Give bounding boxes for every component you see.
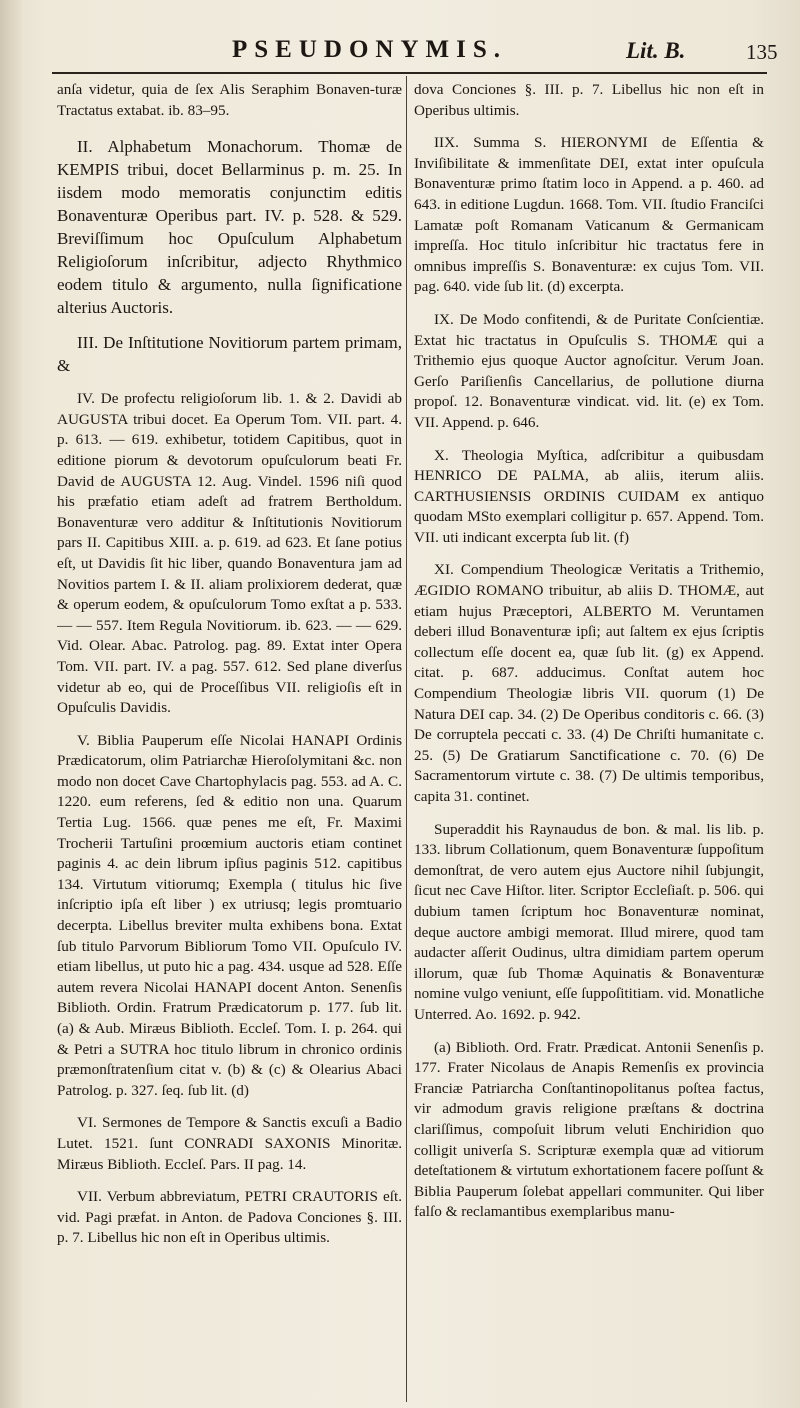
running-title: PSEUDONYMIS. (232, 36, 507, 63)
left-paragraph-3: III. De Inſtitutione Novitiorum partem primam, & (57, 333, 402, 376)
left-paragraph-7: VII. Verbum abbreviatum, PETRI CRAUTORIS eſt. vid. Pagi præfat. in Anton. de Padova Conciones §. III. p. 7. Libellus hic non eſt in Operibus ultimis. (57, 1188, 402, 1247)
left-paragraph-1: anſa videtur, quia de ſex Alis Seraphim Bonaven-turæ Tractatus extabat. ib. 83–95. (57, 81, 402, 119)
section-label: Lit. B. (626, 38, 686, 63)
binding-edge (0, 0, 22, 1408)
page-header (0, 36, 800, 76)
right-paragraph-7: (a) Biblioth. Ord. Fratr. Prædicat. Antonii Senenſis p. 177. Frater Nicolaus de Anapis Remenſis ex provincia Franciæ Patriarcha Conſtantinopolitanus poſtea factus, vir admodum gravis religione præſtans & doctrina clariſſimus, compoſuit librum veluti Enchiridion quo colligit univerſa S. Scripturæ exempla quæ ad vitiorum deteſtationem & virtutum exhortationem facere poſſunt & Biblia Pauperum ſolebat appellari communiter. Qui liber falſo & reclamantibus exemplaribus manu- (414, 1038, 764, 1221)
right-paragraph-4: X. Theologia Myſtica, adſcribitur a quibusdam HENRICO DE PALMA, ab aliis, iterum aliis. CARTHUSIENSIS ORDINIS CUIDAM ex antiquo quodam MSto exemplari colligitur p. 657. Append. Tom. VII. uti indicant excerpta ſub lit. (f) (414, 446, 764, 546)
left-column (57, 80, 402, 1400)
left-paragraph-4: IV. De profectu religioſorum lib. 1. & 2. Davidi ab AUGUSTA tribui docet. Ea Operum Tom. VII. part. 4. p. 613. — 619. exhibetur, totidem Capitibus, quot in editione piorum & devotorum opuſculorum beati Fr. David de AUGUSTA 12. Aug. Vindel. 1596 niſi quod his præfatio etiam adeſt ad fratrem Bertholdum. Bonaventuræ vero additur & Inſtitutionis Novitiorum pars II. Capitibus XIII. a. p. 619. ad 623. Et ſane potius eſt, ut Davidis ſit hic liber, quando Bonaventura jam ad Novitios partem I. & II. aliam prolixiorem dederat, quæ & operum eodem, & opuſculorum Tomo exſtat a p. 533. — — 557. Item Regula Novitiorum. ib. 623. — — 629. Vid. Olear. Abac. Patrolog. pag. 89. Extat inter Opera Tom. VII. part. IV. a pag. 557. 612. Sed plane diverſus videtur ab eo, qui de Proceſſibus VII. religioſis eſt in Opuſculis Davidis. (57, 390, 402, 717)
right-paragraph-1: dova Conciones §. III. p. 7. Libellus hic non eſt in Operibus ultimis. (414, 81, 764, 119)
header-rule (52, 72, 767, 74)
left-paragraph-2: II. Alphabetum Monachorum. Thomæ de KEMPIS tribui, docet Bellarminus p. m. 25. In iisdem modo memoratis conjunctim editis Bonaventuræ Operibus part. IV. p. 528. & 529. Breviſſimum hoc Opuſculum Alphabetum Religioſorum inſcribitur, adjecto Rhythmico eodem titulo & argumento, nulla ſignificatione alterius Auctoris. (57, 137, 402, 318)
right-paragraph-5: XI. Compendium Theologicæ Veritatis a Trithemio, ÆGIDIO ROMANO tribuitur, ab aliis D. THOMÆ, aut etiam hujus Præceptori, ALBERTO M. Veruntamen deberi illud Bonaventuræ ipſi; aut ſaltem ex ejus ſcriptis collectum eſſe docent ea, quæ ſub lit. (g) ex Append. citat. p. 687. adducimus. Conſtat autem hoc Compendium Theologiæ libris VII. quorum (1) De Natura DEI cap. 34. (2) De Operibus conditoris c. 66. (3) De corruptela peccati c. 33. (4) De Chriſti humanitate c. 25. (5) De Gratiarum Sanctificatione c. 70. (6) De Sacramentorum virtute c. 38. (7) De ultimis temporibus, capita 31. continet. (414, 561, 764, 805)
right-paragraph-3: IX. De Modo confitendi, & de Puritate Conſcientiæ. Extat hic tractatus in Opuſculis S. THOMÆ qui a Trithemio ejus quoque Auctor agnoſcitur. Verum Joan. Gerſo Pariſienſis Cancellarius, de pollutione diurna propoſ. 12. Bonaventuræ vindicat. vid. lit. (e) ex Tom. VII. Append. p. 646. (414, 310, 764, 431)
right-paragraph-6: Superaddit his Raynaudus de bon. & mal. lis lib. p. 133. librum Collationum, quem Bonaventuræ ſuppoſitum demonſtrat, de vero autem ejus Auctore nihil ſubjungit, ſicut nec Cave Hiſtor. liter. Scriptor Eccleſiaſt. p. 506. qui dubium tamen ſcriptum hoc Bonaventuræ nominat, deque auctore ambigi memorat. Illud mirere, quod tam audacter aſſerit Oudinus, ultra dimidiam partem operum illorum, quæ ſub Thomæ Aquinatis & Bonaventuræ nomine vulgo veniunt, eſſe ſuppoſititiam. vid. Monatliche Unterred. Ao. 1692. p. 942. (414, 820, 764, 1023)
right-paragraph-2: IIX. Summa S. HIERONYMI de Eſſentia & Inviſibilitate & immenſitate DEI, extat inter opuſcula Bonaventuræ primo ſtatim loco in Append. a p. 460. ad 643. in editione Lugdun. 1668. Tom. VII. ſtudio Franciſci Lamatæ poſt Romanam Vaticanum & Germanicam impreſſa. Hoc titulo inſcribitur hic tractatus fere in omnibus impreſſis S. Bonaventuræ: ex cujus Tom. VII. pag. 640. vide ſub lit. (d) excerpta. (414, 134, 764, 296)
column-divider (406, 76, 407, 1402)
page-number: 135 (746, 40, 778, 64)
left-paragraph-5: V. Biblia Pauperum eſſe Nicolai HANAPI Ordinis Prædicatorum, olim Patriarchæ Hieroſolymitani &c. non modo non docet Cave Chartophylacis pag. 553. ad A. C. 1220. eum referens, ſed & editio non una. Quarum Tertia Lug. 1566. quæ penes me eſt, Fr. Maximi Trocherii Tartuſini proœmium auctoris etiam continet paginis 4. ac dein librum ipſius paginis 512. capitibus 134. Virtutum vitiorumq; Exempla ( titulus hic ſive inſcriptio ipſa eſt liber ) ex utriusq; legis promtuario decerpta. Libellus breviter multa exhibens bona. Extat ſub titulo Parvorum Bibliorum Tomo VII. Opuſculo IV. etiam libellus, ut puto hic a pag. 434. usque ad 528. Eſſe autem revera Nicolai HANAPI docent Anton. Senenſis Biblioth. Ordin. Fratrum Prædicatorum p. 177. ſub lit. (a) & Aub. Miræus Biblioth. Eccleſ. Tom. I. p. 264. qui & Petri a SUTRA hoc titulo librum in chronico ordinis præmonſtratenſium citat v. (b) & (c) & Olearius Abaci Patrolog. p. 327. ſeq. ſub lit. (d) (57, 731, 402, 1099)
left-paragraph-6: VI. Sermones de Tempore & Sanctis excuſi a Badio Lutet. 1521. ſunt CONRADI SAXONIS Minoritæ. Miræus Biblioth. Eccleſ. Pars. II pag. 14. (57, 1114, 402, 1173)
right-column (414, 80, 764, 1400)
